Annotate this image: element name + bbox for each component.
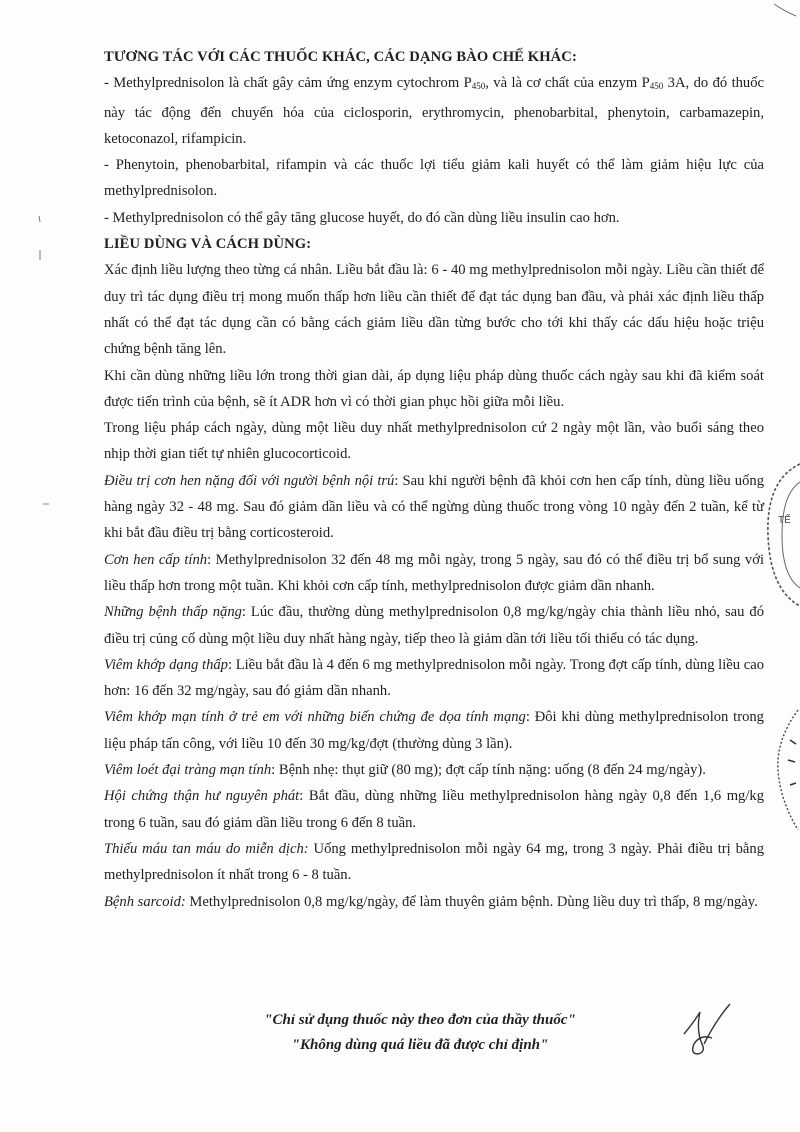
- footer-warnings: [200, 1008, 640, 1058]
- section-heading-interactions: TƯƠNG TÁC VỚI CÁC THUỐC KHÁC, CÁC DẠNG BÀO CHẾ KHÁC:: [104, 49, 577, 65]
- dosage-item-text: : Sau khi người bệnh đã khỏi cơn hen cấp tính, dùng liều uống hàng ngày 32 - 48 mg. Sau đó giảm dần liều và có thể ngừng dùng thuốc trong vòng 10 ngày đến 2 tuần, kể từ khi bắt đầu điều trị bằng corticosteroid.: [104, 472, 764, 542]
- dosage-item-text: : Lúc đầu, thường dùng methylprednisolon 0,8 mg/kg/ngày chia thành liều nhỏ, sau đó điều trị củng cố dùng một liều duy nhất hàng ngày, tiếp theo là giảm dần tới liều tối thiểu có tác dụng.: [104, 604, 764, 647]
- dosage-item: [104, 468, 764, 547]
- dosage-item-label: Bệnh sarcoid:: [104, 893, 186, 910]
- stamp-fragment-icon: [768, 700, 800, 840]
- signature-icon: [676, 1000, 736, 1060]
- dosage-item-label: Viêm khớp mạn tính ở trẻ em với những biến chứng đe dọa tính mạng: [104, 709, 526, 726]
- dosage-item: [104, 783, 764, 836]
- scan-mark-icon: [36, 214, 44, 264]
- subscript: 450: [471, 81, 486, 92]
- dosage-item: [104, 757, 764, 783]
- footer-line: "Không dùng quá liều đã được chỉ định": [291, 1037, 549, 1053]
- stamp-text: TẾ: [778, 515, 791, 526]
- subscript: 450: [649, 81, 664, 92]
- interaction-paragraph: - Phenytoin, phenobarbital, rifampin và các thuốc lợi tiểu giảm kali huyết có thể làm giảm hiệu lực của methylprednisolon.: [104, 157, 764, 200]
- dosage-item: [104, 836, 764, 889]
- dosage-paragraph: Xác định liều lượng theo từng cá nhân. Liều bắt đầu là: 6 - 40 mg methylprednisolon mỗi ngày. Liều cần thiết để duy trì tác dụng điều trị mong muốn thấp hơn liều cần thiết để đạt tác dụng ban đầu, và phải xác định liều thấp nhất có thể đạt tác dụng cần có bằng cách giảm liều dần từng bước cho tới khi thấy các dấu hiệu hoặc triệu chứng bệnh tăng lên.: [104, 262, 764, 358]
- dosage-item-text: : Bắt đầu, dùng những liều methylprednisolon hàng ngày 0,8 đến 1,6 mg/kg trong 6 tuần, sau đó giảm dần liều trong 6 đến 8 tuần.: [104, 788, 764, 831]
- dosage-item: [104, 652, 764, 705]
- dosage-item-text: Methylprednisolon 0,8 mg/kg/ngày, để làm thuyên giảm bệnh. Dùng liều duy trì thấp, 8 mg/ngày.: [185, 893, 758, 910]
- text-run: - Methylprednisolon là chất gây cảm ứng enzym cytochrom P: [104, 75, 472, 92]
- section-heading-dosage: LIỀU DÙNG VÀ CÁCH DÙNG:: [104, 236, 312, 253]
- dosage-item-text: : Methylprednisolon 32 đến 48 mg mỗi ngày, trong 5 ngày, sau đó có thể điều trị bổ sung với liều thấp hơn trong một tuần. Khi khỏi cơn cấp tính, methylprednisolon được giảm dần nhanh.: [104, 551, 764, 594]
- corner-mark-icon: [770, 2, 800, 20]
- dosage-item: [104, 704, 764, 757]
- dosage-item-text: : Liều bắt đầu là 4 đến 6 mg methylprednisolon mỗi ngày. Trong đợt cấp tính, dùng liều cao hơn: 16 đến 32 mg/ngày, sau đó giảm dần nhanh.: [104, 656, 764, 700]
- scan-mark-icon: [42, 500, 50, 508]
- dosage-item-text: : Bệnh nhẹ: thụt giữ (80 mg); đợt cấp tính nặng: uống (8 đến 24 mg/ngày).: [271, 762, 706, 779]
- dosage-paragraph: Khi cần dùng những liều lớn trong thời gian dài, áp dụng liệu pháp dùng thuốc cách ngày sau khi đã kiểm soát được tiến trình của bệnh, sẽ ít ADR hơn vì có thời gian phục hồi giữa mỗi liều.: [104, 367, 764, 410]
- stamp-icon: [760, 460, 800, 610]
- dosage-item-label: Cơn hen cấp tính: [104, 551, 208, 568]
- document-body: [104, 44, 764, 915]
- interaction-paragraph: [104, 70, 764, 152]
- dosage-item-text: : Đôi khi dùng methylprednisolon trong liệu pháp tấn công, với liều 10 đến 30 mg/kg/đợt (thường dùng 3 lần).: [104, 709, 764, 752]
- dosage-item-label: Thiếu máu tan máu do miễn dịch:: [104, 840, 309, 857]
- interaction-paragraph: - Methylprednisolon có thể gây tăng glucose huyết, do đó cần dùng liều insulin cao hơn.: [104, 209, 620, 226]
- dosage-item-text: Uống methylprednisolon mỗi ngày 64 mg, trong 3 ngày. Phải điều trị bằng methylprednisolon ít nhất trong 6 - 8 tuần.: [104, 840, 764, 884]
- dosage-paragraph: Trong liệu pháp cách ngày, dùng một liều duy nhất methylprednisolon cứ 2 ngày một lần, vào buổi sáng theo nhịp thời gian tiết tự nhiên glucocorticoid.: [104, 420, 764, 463]
- dosage-item: [104, 547, 764, 600]
- dosage-item-label: Viêm loét đại tràng mạn tính: [104, 762, 272, 779]
- dosage-item-label: Hội chứng thận hư nguyên phát: [104, 788, 300, 805]
- dosage-item-label: Điều trị cơn hen nặng đối với người bệnh nội trú: [104, 472, 395, 489]
- dosage-item: [104, 599, 764, 652]
- text-run: , và là cơ chất của enzym P: [485, 75, 650, 92]
- dosage-item: [104, 889, 764, 915]
- text-run: 3A, do đó thuốc này tác động đến chuyển hóa của ciclosporin, erythromycin, phenobarbital, phenytoin, carbamazepin, ketoconazol, rifampicin.: [104, 75, 764, 147]
- footer-line: "Chỉ sử dụng thuốc này theo đơn của thầy thuốc": [264, 1012, 576, 1028]
- dosage-item-label: Viêm khớp dạng thấp: [104, 656, 228, 673]
- dosage-item-label: Những bệnh thấp nặng: [104, 604, 242, 621]
